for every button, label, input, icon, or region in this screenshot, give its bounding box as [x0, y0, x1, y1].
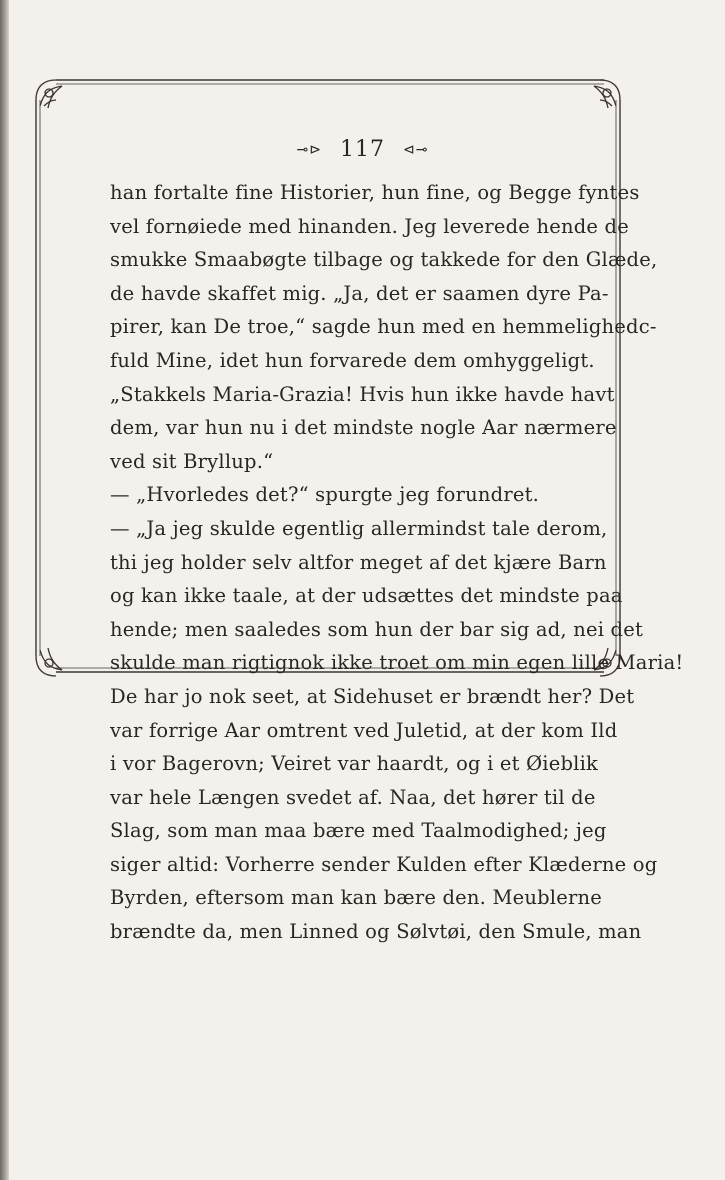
ornament-right-icon: ⊲⊸ [403, 142, 429, 158]
text-line: skulde man rigtignok ikke troet om min egen lille Maria! [110, 651, 684, 675]
text-line: ved sit Bryllup.“ [110, 449, 274, 473]
text-line: hende; men saaledes som hun der bar sig ad, nei det [110, 617, 644, 641]
ornament-left-icon: ⊸⊳ [296, 142, 322, 158]
text-line: Byrden, eftersom man kan bære den. Meublerne [110, 886, 603, 910]
book-binding-edge [0, 0, 9, 1180]
text-line: dem, var hun nu i det mindste nogle Aar nærmere [110, 416, 617, 440]
text-line: thi jeg holder selv altfor meget af det kjære Barn [110, 550, 607, 574]
body-text [110, 176, 684, 949]
text-line: brændte da, men Linned og Sølvtøi, den Smule, man [110, 920, 642, 944]
text-line: De har jo nok seet, at Sidehuset er brændt her? Det [110, 684, 635, 708]
text-line: siger altid: Vorherre sender Kulden efter Klæderne og [110, 852, 658, 876]
page-number: 117 [340, 137, 385, 162]
text-line: var hele Længen svedet af. Naa, det hører til de [110, 785, 596, 809]
text-line: i vor Bagerovn; Veiret var haardt, og i et Øieblik [110, 752, 599, 776]
text-line: Slag, som man maa bære med Taalmodighed; jeg [110, 819, 607, 843]
text-line: — „Hvorledes det?“ spurgte jeg forundret. [110, 483, 540, 507]
text-line: de havde skaffet mig. „Ja, det er saamen dyre Pa- [110, 281, 609, 305]
page-number-header [0, 137, 725, 162]
text-line: var forrige Aar omtrent ved Juletid, at der kom Ild [110, 718, 618, 742]
text-line: og kan ikke taale, at der udsættes det mindste paa [110, 584, 623, 608]
text-line: — „Ja jeg skulde egentlig allermindst tale derom, [110, 516, 608, 540]
text-line: fuld Mine, idet hun forvarede dem omhyggeligt. [110, 348, 595, 372]
text-line: „Stakkels Maria-Grazia! Hvis hun ikke havde havt [110, 382, 615, 406]
text-line: han fortalte fine Historier, hun fine, og Begge fyntes [110, 181, 640, 204]
text-line: vel fornøiede med hinanden. Jeg leverede hende de [110, 214, 629, 238]
text-line: pirer, kan De troe,“ sagde hun med en hemmelighedс- [110, 315, 657, 339]
text-line: smukke Smaabøgte tilbage og takkede for den Glæde, [110, 248, 658, 272]
